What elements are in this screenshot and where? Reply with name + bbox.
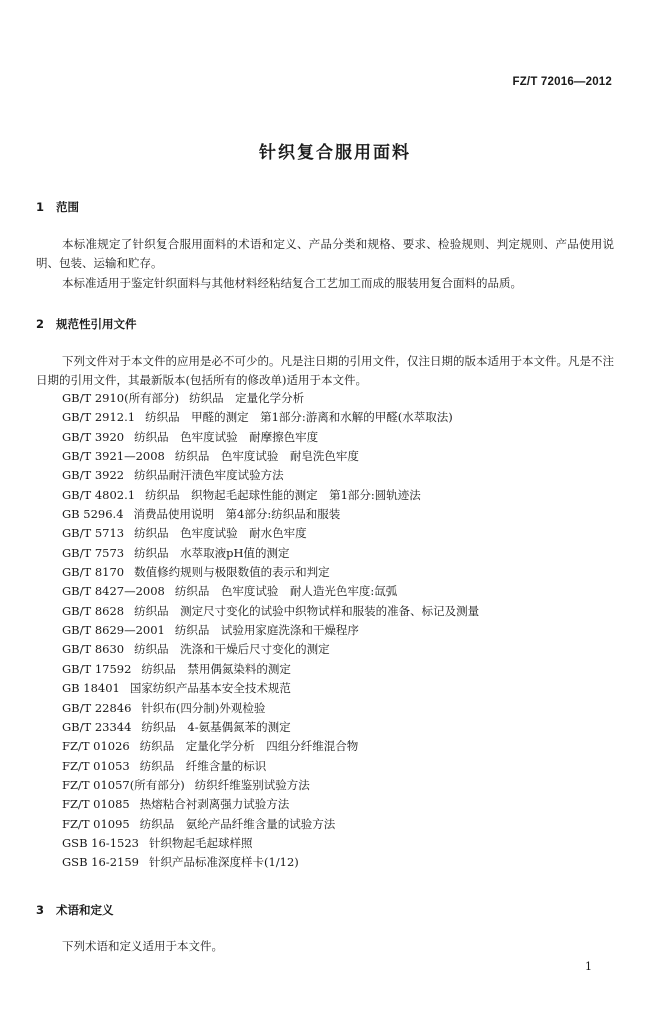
reference-code: GB/T 23344 (62, 719, 132, 734)
reference-title: 纺织品 定量化学分析 四组分纤维混合物 (139, 739, 359, 754)
reference-code: GB/T 8629—2001 (62, 623, 165, 638)
reference-title: 纺织品耐汗渍色牢度试验方法 (134, 468, 284, 483)
section-title: 规范性引用文件 (56, 317, 137, 331)
reference-item (62, 563, 479, 582)
reference-title: 纺织品 测定尺寸变化的试验中织物试样和服装的准备、标记及测量 (134, 603, 480, 618)
reference-code: GB/T 2910(所有部分) (62, 391, 180, 405)
reference-code: GB/T 8628 (62, 603, 125, 618)
section-3-heading (36, 902, 114, 918)
reference-code: FZ/T 01095 (62, 816, 130, 831)
section-3-paragraph-1: 下列术语和定义适用于本文件。 (62, 939, 223, 953)
reference-title: 纺织品 禁用偶氮染料的测定 (141, 661, 291, 676)
section-1-paragraph-1: 本标准规定了针织复合服用面料的术语和定义、产品分类和规格、要求、检验规则、判定规则、产品使用说明、包装、运输和贮存。 (36, 237, 614, 270)
reference-item (62, 737, 479, 756)
reference-title: 热熔粘合衬剥离强力试验方法 (139, 797, 290, 812)
reference-title: 纺织纤维鉴别试验方法 (194, 777, 310, 792)
reference-title: 纺织品 色牢度试验 耐水色牢度 (134, 526, 307, 541)
section-title: 范围 (56, 200, 79, 214)
section-2-heading (36, 316, 137, 332)
reference-title: 纺织品 色牢度试验 耐人造光色牢度:氙弧 (174, 584, 398, 599)
reference-title: 针织物起毛起球样照 (148, 835, 253, 850)
reference-code: GB/T 22846 (62, 700, 132, 715)
section-1-heading (36, 199, 79, 215)
reference-title: 纺织品 氨纶产品纤维含量的试验方法 (139, 816, 336, 831)
reference-code: GB/T 3921—2008 (62, 449, 165, 464)
section-number: 2 (36, 317, 45, 331)
reference-item (62, 486, 479, 505)
reference-title: 纺织品 洗涤和干燥后尺寸变化的测定 (134, 642, 330, 657)
page-number: 1 (585, 960, 592, 973)
reference-code: FZ/T 01057(所有部分) (62, 777, 185, 792)
section-1-paragraph-2: 本标准适用于鉴定针织面料与其他材料经粘结复合工艺加工而成的服装用复合面料的品质。 (62, 276, 522, 290)
standard-code: FZ/T 72016—2012 (512, 76, 612, 88)
reference-item (62, 466, 479, 485)
reference-item (62, 505, 479, 524)
reference-item (62, 428, 479, 447)
reference-item (62, 795, 479, 814)
reference-item (62, 621, 479, 640)
normative-reference-list (62, 389, 479, 873)
reference-code: GB 5296.4 (62, 507, 124, 522)
reference-item (62, 776, 479, 795)
reference-code: GB/T 8630 (62, 642, 125, 657)
reference-item (62, 408, 479, 427)
reference-code: GB/T 5713 (62, 526, 125, 541)
reference-code: GB/T 17592 (62, 661, 132, 676)
reference-code: GB/T 3920 (62, 429, 125, 444)
reference-item (62, 524, 479, 543)
reference-item (62, 718, 479, 737)
reference-item (62, 699, 479, 718)
section-number: 1 (36, 200, 45, 214)
reference-item (62, 389, 479, 408)
reference-title: 纺织品 色牢度试验 耐皂洗色牢度 (174, 449, 359, 464)
reference-item (62, 757, 479, 776)
reference-title: 消费品使用说明 第4部分:纺织品和服装 (133, 507, 341, 522)
reference-title: 纺织品 试验用家庭洗涤和干燥程序 (174, 623, 359, 638)
reference-title: 纺织品 甲醛的测定 第1部分:游离和水解的甲醛(水萃取法) (145, 410, 453, 425)
reference-title: 纺织品 定量化学分析 (189, 391, 305, 405)
reference-code: GB/T 4802.1 (62, 487, 136, 502)
reference-item (62, 679, 479, 698)
reference-title: 纺织品 纤维含量的标识 (139, 758, 267, 773)
reference-title: 纺织品 织物起毛起球性能的测定 第1部分:圆轨迹法 (145, 487, 421, 502)
reference-item (62, 815, 479, 834)
section-number: 3 (36, 903, 45, 917)
section-title: 术语和定义 (56, 903, 114, 917)
reference-code: GB/T 8427—2008 (62, 584, 165, 599)
reference-item (62, 853, 479, 872)
reference-code: FZ/T 01085 (62, 797, 130, 812)
section-2-intro: 下列文件对于本文件的应用是必不可少的。凡是注日期的引用文件，仅注日期的版本适用于本文件。凡是不注日期的引用文件，其最新版本(包括所有的修改单)适用于本文件。 (36, 354, 614, 387)
reference-item (62, 834, 479, 853)
reference-code: GSB 16-2159 (62, 855, 139, 870)
reference-code: GB/T 3922 (62, 468, 125, 483)
reference-item (62, 660, 479, 679)
document-title: 针织复合服用面料 (259, 143, 411, 163)
reference-title: 数值修约规则与极限数值的表示和判定 (134, 565, 330, 580)
reference-code: FZ/T 01026 (62, 739, 130, 754)
reference-code: FZ/T 01053 (62, 758, 130, 773)
reference-title: 纺织品 水萃取液pH值的测定 (134, 545, 290, 560)
reference-title: 纺织品 4-氨基偶氮苯的测定 (141, 719, 291, 734)
reference-title: 针织布(四分制)外观检验 (141, 700, 266, 715)
reference-code: GB/T 2912.1 (62, 410, 136, 425)
reference-code: GB/T 7573 (62, 545, 125, 560)
reference-item (62, 602, 479, 621)
reference-item (62, 640, 479, 659)
reference-title: 针织产品标准深度样卡(1/12) (148, 855, 299, 870)
reference-item (62, 447, 479, 466)
reference-code: GB 18401 (62, 681, 120, 696)
reference-title: 纺织品 色牢度试验 耐摩擦色牢度 (134, 429, 319, 444)
reference-code: GB/T 8170 (62, 565, 125, 580)
reference-item (62, 582, 479, 601)
reference-code: GSB 16-1523 (62, 835, 139, 850)
reference-title: 国家纺织产品基本安全技术规范 (129, 681, 291, 696)
reference-item (62, 544, 479, 563)
